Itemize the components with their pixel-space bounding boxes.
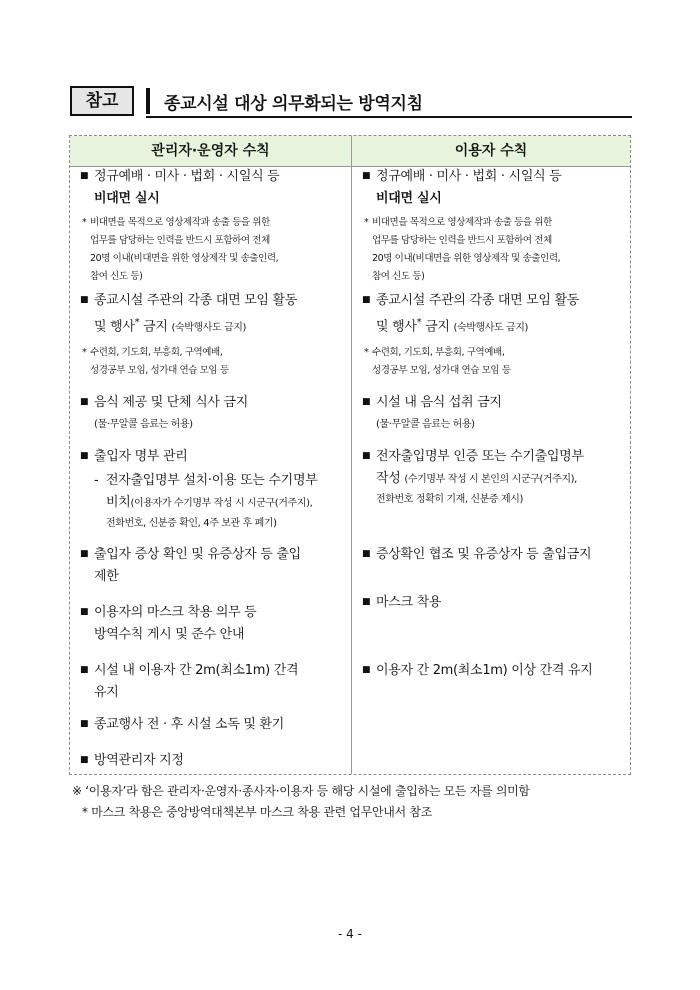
guideline-table xyxy=(69,135,631,775)
bullet-square-icon: ■ xyxy=(80,607,89,617)
bullet-square-icon: ■ xyxy=(362,549,371,559)
list-item xyxy=(360,290,626,339)
column-header-user: 이용자 수칙 xyxy=(352,136,630,167)
bullet-square-icon: ■ xyxy=(80,451,89,461)
bullet-square-icon: ■ xyxy=(80,295,89,305)
footnote-user-definition: ※ ‘이용자’라 함은 관리자·운영자·종사자·이용자 등 해당 시설에 출입하는 모든 자를 의미함 xyxy=(72,784,530,798)
bullet-square-icon: ■ xyxy=(362,171,371,181)
page-title: 종교시설 대상 의무화되는 방역지침 xyxy=(164,94,423,114)
bullet-square-icon: ■ xyxy=(362,597,371,607)
list-item xyxy=(78,750,346,772)
dash-icon: - xyxy=(94,473,99,488)
bullet-square-icon: ■ xyxy=(362,451,371,461)
item-note: * 수련회, 기도회, 부흥회, 구역예배, 성경공부 모임, 성가대 연습 모임 등 xyxy=(78,344,346,380)
list-item xyxy=(360,166,626,210)
bullet-square-icon: ■ xyxy=(80,171,89,181)
bullet-square-icon: ■ xyxy=(80,719,89,729)
bullet-square-icon: ■ xyxy=(80,755,89,765)
item-text: 종교시설 주관의 각종 대면 모임 활동 및 행사* 금지 (숙박행사도 금지) xyxy=(94,293,298,335)
item-text: 출입자 명부 관리 xyxy=(94,449,188,464)
item-text: 이용자의 마스크 착용 의무 등 방역수칙 게시 및 준수 안내 xyxy=(94,605,257,642)
column-divider xyxy=(351,136,352,774)
item-text: 음식 제공 및 단체 식사 금지 (물·무알콜 음료는 허용) xyxy=(94,395,248,430)
list-item xyxy=(78,602,346,646)
item-text: 종교시설 주관의 각종 대면 모임 활동 및 행사* 금지 (숙박행사도 금지) xyxy=(376,293,580,335)
item-text: 출입자 증상 확인 및 유증상자 등 출입 제한 xyxy=(94,547,301,584)
item-note: * 비대면을 목적으로 영상제작과 송출 등을 위한 업무를 담당하는 인력을 반드시 포함하여 전체 20명 이내(비대면을 위한 영상제작 및 송출인력, 참여 신도 등) xyxy=(78,214,346,286)
bullet-square-icon: ■ xyxy=(80,549,89,559)
list-item xyxy=(78,166,346,210)
bullet-square-icon: ■ xyxy=(362,665,371,675)
list-item xyxy=(360,592,626,614)
list-item xyxy=(78,544,346,588)
list-item xyxy=(360,544,626,566)
asterisk-icon: * xyxy=(364,347,369,358)
item-text: 방역관리자 지정 xyxy=(94,753,184,768)
item-text: 종교행사 전 · 후 시설 소독 및 환기 xyxy=(94,717,285,732)
item-note: * 수련회, 기도회, 부흥회, 구역예배, 성경공부 모임, 성가대 연습 모임 등 xyxy=(360,344,626,380)
list-item xyxy=(78,714,346,736)
list-item xyxy=(78,446,346,468)
sub-item: - 전자출입명부 설치·이용 또는 수기명부 비치(이용자가 수기명부 작성 시 시군구(거주지), 전화번호, 신분증 확인, 4주 보관 후 폐기) xyxy=(78,470,346,533)
asterisk-icon: * xyxy=(82,347,87,358)
list-item xyxy=(360,446,626,509)
reference-tag: 참고 xyxy=(70,86,134,116)
item-text: 정규예배 · 미사 · 법회 · 시일식 등 비대면 실시 xyxy=(376,169,562,206)
item-text: 시설 내 이용자 간 2m(최소1m) 간격 유지 xyxy=(94,663,299,700)
item-text: 이용자 간 2m(최소1m) 이상 간격 유지 xyxy=(376,663,593,678)
bullet-square-icon: ■ xyxy=(80,665,89,675)
asterisk-icon: * xyxy=(82,217,87,228)
bullet-square-icon: ■ xyxy=(362,295,371,305)
item-note: * 비대면을 목적으로 영상제작과 송출 등을 위한 업무를 담당하는 인력을 반드시 포함하여 전체 20명 이내(비대면을 위한 영상제작 및 송출인력, 참여 신도 등) xyxy=(360,214,626,286)
list-item xyxy=(78,660,346,704)
list-item xyxy=(360,392,626,436)
column-header-admin: 관리자·운영자 수칙 xyxy=(70,136,351,167)
item-text: 증상확인 협조 및 유증상자 등 출입금지 xyxy=(376,547,592,562)
footnote-mask-reference: * 마스크 착용은 중앙방역대책본부 마스크 착용 관련 업무안내서 참조 xyxy=(82,805,432,819)
bullet-square-icon: ■ xyxy=(80,397,89,407)
item-text: 전자출입명부 인증 또는 수기출입명부 작성 (수기명부 작성 시 본인의 시군구(거주지), 전화번호 정확히 기재, 신분증 제시) xyxy=(376,449,584,505)
title-underline xyxy=(146,116,632,118)
title-vertical-bar xyxy=(146,88,150,114)
list-item xyxy=(360,660,626,682)
item-text: 시설 내 음식 섭취 금지 (물·무알콜 음료는 허용) xyxy=(376,395,502,430)
item-text: 정규예배 · 미사 · 법회 · 시일식 등 비대면 실시 xyxy=(94,169,280,206)
bullet-square-icon: ■ xyxy=(362,397,371,407)
item-text: 마스크 착용 xyxy=(376,595,442,610)
section-header xyxy=(70,86,632,120)
list-item xyxy=(78,290,346,339)
asterisk-icon: * xyxy=(364,217,369,228)
list-item xyxy=(78,392,346,436)
page-number: - 4 - xyxy=(338,927,362,941)
